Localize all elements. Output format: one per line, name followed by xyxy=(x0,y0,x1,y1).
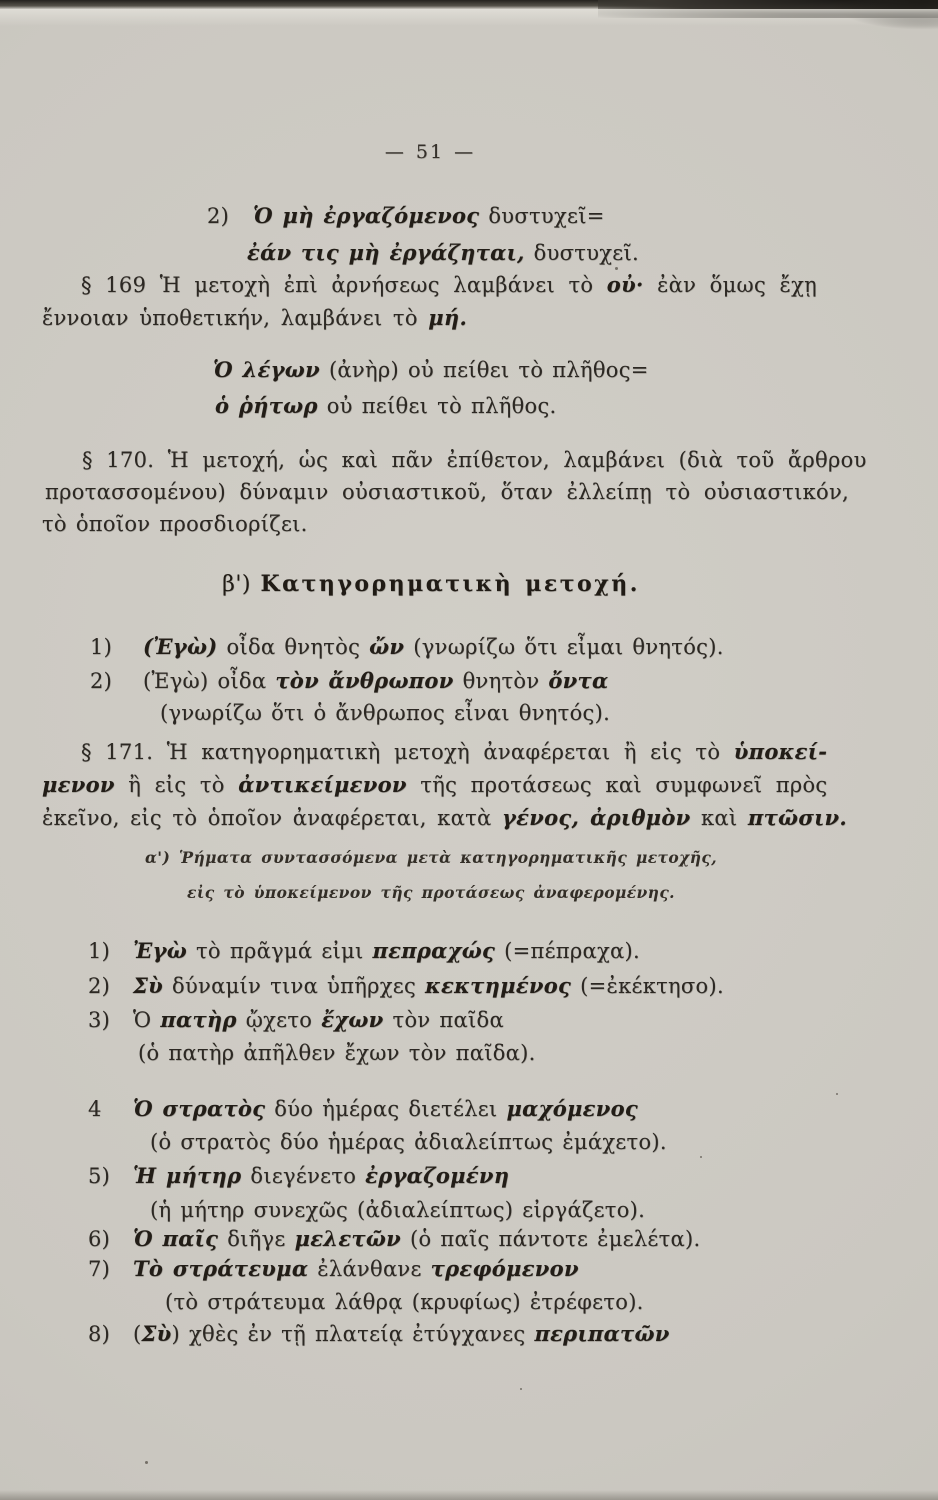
list-b-item-3-text-3: τὸν παῖδα xyxy=(383,1008,504,1032)
list-a-item-2-number: 2) xyxy=(90,669,113,693)
paper-speck xyxy=(145,1461,148,1464)
paper-highlight-strip xyxy=(0,9,938,26)
list-b-item-7-emph-1: Τὸ στράτευμα xyxy=(133,1256,309,1281)
list-b-item-7-emph-2: τρεφόμενον xyxy=(430,1256,579,1281)
list-a-item-1-text-2: (γνωρίζω ὅτι εἶμαι θνητός). xyxy=(404,635,724,659)
s171-emph-menon: μενον xyxy=(42,772,115,797)
s171-emph-hypokei: ὑποκεί- xyxy=(733,739,828,764)
section-170-line-3: τὸ ὁποῖον προσδιορίζει. xyxy=(42,512,308,536)
s171-emph-antikeimenon: ἀντικείμενον xyxy=(238,772,407,797)
list-b-item-5-number: 5) xyxy=(88,1164,111,1188)
list-b-item-6-text-2: (ὁ παῖς πάντοτε ἐμελέτα). xyxy=(401,1227,701,1251)
list-b-item-7 xyxy=(88,1256,579,1281)
list-b-item-2-text-2: (=ἐκέκτησο). xyxy=(571,974,724,998)
list-b-item-5-emph-1: Ἡ μήτηρ xyxy=(133,1163,242,1188)
list-a-item-1-emph-1: (Ἐγὼ) xyxy=(143,634,218,659)
s171-text-d: ἐκεῖνο, εἰς τὸ ὁποῖον ἀναφέρεται, κατὰ xyxy=(42,806,502,830)
list-b-item-6-number: 6) xyxy=(88,1227,111,1251)
s171-emph-genos: γένος, ἀριθμὸν xyxy=(501,805,691,830)
s171-text-c: τῆς προτάσεως καὶ συμφωνεῖ πρὸς xyxy=(406,773,828,797)
list-a-item-1-text-1: οἶδα θνητὸς xyxy=(217,635,370,659)
list-a-item-2-emph-2: ὄντα xyxy=(548,668,609,693)
section-170-line-2: προτασσομένου) δύναμιν οὐσιαστικοῦ, ὅταν ἐλλείπῃ τὸ οὐσιαστικόν, xyxy=(45,480,850,504)
list-b-item-4 xyxy=(88,1096,638,1121)
list-b-item-7-continuation: (τὸ στράτευμα λάθρᾳ (κρυφίως) ἐτρέφετο). xyxy=(165,1290,644,1314)
list-b-item-6 xyxy=(88,1226,700,1251)
list-b-item-2 xyxy=(88,973,724,998)
example-a-rest-1: δυστυχεῖ= xyxy=(479,204,605,228)
list-b-item-8-emph-2: περιπατῶν xyxy=(534,1321,670,1346)
example-a-emph-1: Ὁ μὴ ἐργαζόμενος xyxy=(253,203,480,228)
paper-speck xyxy=(836,1093,838,1095)
s171-text-a: § 171. Ἡ κατηγορηματικὴ μετοχὴ ἀναφέρεται ἢ εἰς τὸ xyxy=(81,740,734,764)
section-171-line-1 xyxy=(81,739,827,764)
list-b-item-6-text-1: διῆγε xyxy=(218,1227,295,1251)
list-b-item-2-number: 2) xyxy=(88,974,111,998)
list-b-item-3-emph-1: πατὴρ xyxy=(160,1007,237,1032)
list-b-item-1-emph-2: πεπραχώς xyxy=(372,938,496,963)
list-b-item-5-emph-2: ἐργαζομένη xyxy=(365,1163,510,1188)
s171-emph-ptosin: πτῶσιν. xyxy=(747,805,848,830)
list-b-item-3-continuation: (ὁ πατὴρ ἀπῆλθεν ἔχων τὸν παῖδα). xyxy=(138,1041,536,1065)
example-b-emph-2: ὁ ῥήτωρ xyxy=(215,393,318,418)
list-a-item-2-continuation: (γνωρίζω ὅτι ὁ ἄνθρωπος εἶναι θνητός). xyxy=(160,701,611,725)
example-b-rest-1: (ἀνὴρ) οὐ πείθει τὸ πλῆθος= xyxy=(319,358,649,382)
section-169-line-1 xyxy=(81,272,817,297)
list-b-item-3-text-2: ᾤχετο xyxy=(236,1008,322,1032)
list-b-item-6-emph-1: Ὁ παῖς xyxy=(133,1226,219,1251)
subsection-title: Κατηγορηματικὴ μετοχή. xyxy=(260,571,640,597)
example-b-emph-1: Ὁ λέγων xyxy=(213,357,320,382)
s171-text-e: καὶ xyxy=(690,806,748,830)
s169-emph-ou: οὐ· xyxy=(606,272,644,297)
paper-speck xyxy=(520,1388,522,1390)
list-b-item-4-number: 4 xyxy=(88,1097,102,1121)
list-a-item-2 xyxy=(90,668,608,693)
example-b-line-1 xyxy=(213,357,649,382)
list-b-item-1 xyxy=(88,938,640,963)
s169-emph-me: μή. xyxy=(428,305,468,330)
s171-text-b: ἢ εἰς τὸ xyxy=(114,773,239,797)
list-b-item-1-text-2: (=πέπραχα). xyxy=(495,939,640,963)
note-alpha-line-2: εἰς τὸ ὑποκείμενον τῆς προτάσεως ἀναφερομένης. xyxy=(187,883,675,902)
list-b-item-1-text-1: τὸ πρᾶγμά εἰμι xyxy=(187,939,373,963)
example-a-rest-2: δυστυχεῖ. xyxy=(524,241,639,265)
example-a-emph-2: ἐάν τις μὴ ἐργάζηται, xyxy=(247,240,525,265)
list-b-item-6-emph-2: μελετῶν xyxy=(294,1226,401,1251)
list-b-item-7-number: 7) xyxy=(88,1257,111,1281)
subsection-marker: β') xyxy=(222,572,261,597)
list-b-item-8-text-2: ) χθὲς ἐν τῇ πλατείᾳ ἐτύγχανες xyxy=(171,1322,535,1346)
list-b-item-5-continuation: (ἡ μήτηρ συνεχῶς (ἀδιαλείπτως) εἰργάζετο). xyxy=(150,1198,646,1222)
list-b-item-5 xyxy=(88,1163,509,1188)
list-b-item-8-text-1: ( xyxy=(133,1322,142,1346)
subsection-heading xyxy=(0,571,862,597)
list-b-item-2-text-1: δύναμίν τινα ὑπῆρχες xyxy=(163,974,425,998)
list-b-item-2-emph-2: κεκτημένος xyxy=(425,973,572,998)
section-169-line-2 xyxy=(42,305,467,330)
list-b-item-3-emph-2: ἔχων xyxy=(321,1007,384,1032)
list-b-item-8 xyxy=(88,1321,670,1346)
s169-text-d: ἔννοιαν ὑποθετικήν, λαμβάνει τὸ xyxy=(42,306,429,330)
list-b-item-1-emph-1: Ἐγὼ xyxy=(133,938,188,963)
list-b-item-3-text-1: Ὁ xyxy=(133,1008,161,1032)
s169-text-a: § 169 Ἡ μετοχὴ ἐπὶ ἀρνήσεως λαμβάνει τὸ xyxy=(81,273,607,297)
list-b-item-4-text-1: δύο ἡμέρας διετέλει xyxy=(265,1097,507,1121)
example-a-line-1 xyxy=(207,203,605,228)
list-b-item-4-emph-2: μαχόμενος xyxy=(506,1096,639,1121)
list-b-item-3-number: 3) xyxy=(88,1008,111,1032)
list-b-item-8-emph-1: Σὺ xyxy=(141,1321,172,1346)
example-a-line-2 xyxy=(247,240,639,265)
list-b-item-2-emph-1: Σὺ xyxy=(133,973,164,998)
list-a-item-2-text-1: (Ἐγὼ) οἶδα xyxy=(143,669,276,693)
list-a-item-1 xyxy=(90,634,724,659)
paper-speck xyxy=(615,267,618,270)
section-170-line-1: § 170. Ἡ μετοχή, ὡς καὶ πᾶν ἐπίθετον, λαμβάνει (διὰ τοῦ ἄρθρου xyxy=(82,448,867,472)
scan-edge-bottom xyxy=(0,1490,938,1500)
s169-text-c: ἐὰν ὅμως ἔχῃ xyxy=(643,273,817,297)
list-b-item-7-text-1: ἐλάνθανε xyxy=(308,1257,431,1281)
example-a-number: 2) xyxy=(207,204,230,228)
example-b-rest-2: οὐ πείθει τὸ πλῆθος. xyxy=(317,394,557,418)
list-a-item-1-number: 1) xyxy=(90,635,113,659)
section-171-line-3 xyxy=(42,805,847,830)
paper-speck xyxy=(700,1156,702,1158)
list-b-item-3 xyxy=(88,1007,504,1032)
example-b-line-2 xyxy=(215,393,557,418)
page-number: — 51 — xyxy=(384,141,476,163)
section-171-line-2 xyxy=(42,772,827,797)
list-b-item-4-continuation: (ὁ στρατὸς δύο ἡμέρας ἀδιαλείπτως ἐμάχετο). xyxy=(150,1130,667,1154)
list-a-item-2-emph-1: τὸν ἄνθρωπον xyxy=(275,668,454,693)
list-b-item-1-number: 1) xyxy=(88,939,111,963)
list-b-item-4-emph-1: Ὁ στρατὸς xyxy=(133,1096,266,1121)
note-alpha-line-1: α') Ῥήματα συντασσόμενα μετὰ κατηγορηματικῆς μετοχῆς, xyxy=(144,848,717,867)
list-a-item-2-text-2: θνητὸν xyxy=(453,669,549,693)
list-b-item-5-text-1: διεγένετο xyxy=(241,1164,366,1188)
list-b-item-8-number: 8) xyxy=(88,1322,111,1346)
list-a-item-1-emph-2: ὤν xyxy=(369,634,405,659)
